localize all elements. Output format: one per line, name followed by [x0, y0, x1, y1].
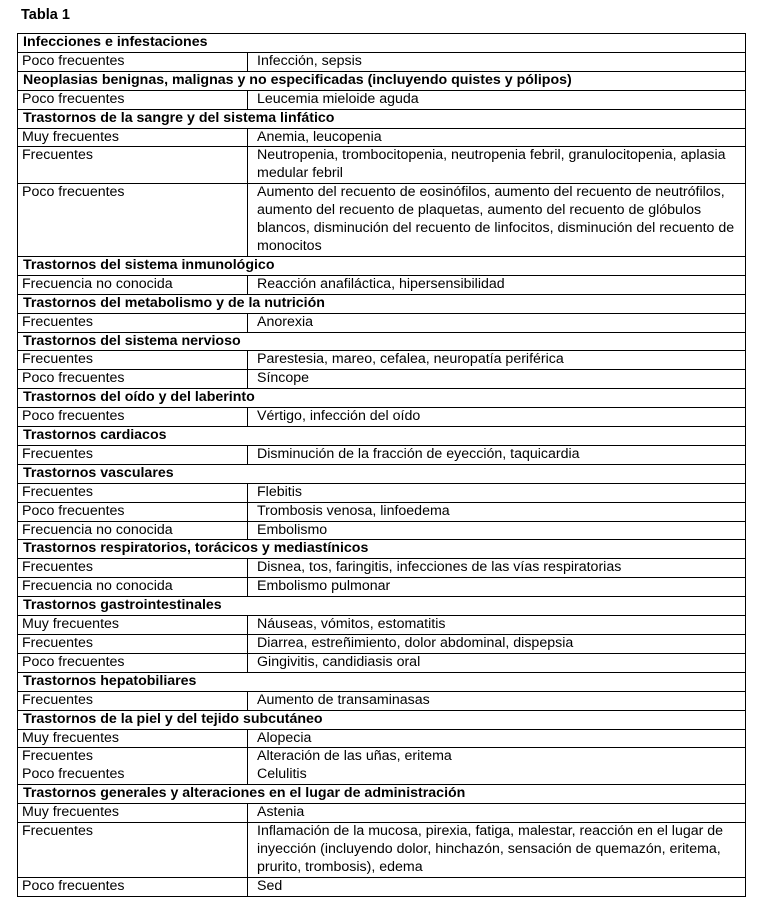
frequency-cell: Poco frecuentes	[18, 877, 248, 896]
adverse-effects-cell: Infección, sepsis	[248, 52, 746, 71]
adverse-effects-cell: Aumento de transaminasas	[248, 691, 746, 710]
frequency-cell: Muy frecuentes	[18, 729, 248, 748]
frequency-cell: Poco frecuentes	[18, 502, 248, 521]
section-heading: Trastornos del metabolismo y de la nutrición	[18, 294, 746, 313]
table-row	[18, 877, 746, 896]
table-row	[18, 691, 746, 710]
frequency-cell: Frecuentes	[18, 147, 248, 184]
section-heading: Trastornos del oído y del laberinto	[18, 389, 746, 408]
section-heading: Trastornos gastrointestinales	[18, 597, 746, 616]
section-heading: Trastornos del sistema nervioso	[18, 332, 746, 351]
table-row	[18, 52, 746, 71]
adverse-effects-cell: Sed	[248, 877, 746, 896]
section-header-row	[18, 389, 746, 408]
adverse-effects-cell: Síncope	[248, 370, 746, 389]
frequency-cell: Muy frecuentes	[18, 804, 248, 823]
section-header-row	[18, 294, 746, 313]
adverse-effects-cell: Flebitis	[248, 483, 746, 502]
frequency-cell: Frecuentes	[18, 559, 248, 578]
section-heading: Trastornos vasculares	[18, 464, 746, 483]
section-header-row	[18, 71, 746, 90]
table-row	[18, 521, 746, 540]
frequency-cell: Frecuentes	[18, 351, 248, 370]
table-row	[18, 147, 746, 184]
section-heading: Trastornos respiratorios, torácicos y mediastínicos	[18, 540, 746, 559]
section-header-row	[18, 785, 746, 804]
table-row	[18, 823, 746, 878]
table-row	[18, 90, 746, 109]
adverse-effects-cell: Náuseas, vómitos, estomatitis	[248, 616, 746, 635]
frequency-cell: Frecuencia no conocida	[18, 521, 248, 540]
table-row	[18, 729, 746, 748]
adverse-effects-cell: Diarrea, estreñimiento, dolor abdominal, dispepsia	[248, 635, 746, 654]
adverse-effects-cell: Alopecia	[248, 729, 746, 748]
section-header-row	[18, 672, 746, 691]
frequency-cell: Poco frecuentes	[18, 52, 248, 71]
table-title: Tabla 1	[21, 7, 70, 23]
adverse-effects-cell: Anorexia	[248, 313, 746, 332]
adverse-effects-cell: Parestesia, mareo, cefalea, neuropatía periférica	[248, 351, 746, 370]
section-header-row	[18, 109, 746, 128]
adverse-effects-cell: Inflamación de la mucosa, pirexia, fatiga, malestar, reacción en el lugar de inyección (incluyendo dolor, hinchazón, sensación de quemazón, eritema, prurito, trombosis), edema	[248, 823, 746, 878]
table-row	[18, 804, 746, 823]
table-row	[18, 184, 746, 257]
table-row	[18, 616, 746, 635]
section-heading: Trastornos del sistema inmunológico	[18, 256, 746, 275]
adverse-reactions-table	[17, 33, 746, 897]
adverse-effects-cell: Trombosis venosa, linfoedema	[248, 502, 746, 521]
frequency-cell: Frecuentes	[18, 313, 248, 332]
table-row	[18, 408, 746, 427]
section-header-row	[18, 256, 746, 275]
adverse-effects-cell: Reacción anafiláctica, hipersensibilidad	[248, 275, 746, 294]
frequency-cell: Muy frecuentes	[18, 616, 248, 635]
frequency-cell: Poco frecuentes	[18, 370, 248, 389]
section-heading: Neoplasias benignas, malignas y no especificadas (incluyendo quistes y pólipos)	[18, 71, 746, 90]
table-row	[18, 578, 746, 597]
section-header-row	[18, 597, 746, 616]
table-row	[18, 128, 746, 147]
frequency-cell: Frecuentes	[18, 483, 248, 502]
frequency-cell: Muy frecuentes	[18, 128, 248, 147]
section-heading: Trastornos de la piel y del tejido subcutáneo	[18, 710, 746, 729]
table-row	[18, 351, 746, 370]
table-row	[18, 635, 746, 654]
frequency-cell: Frecuentes	[18, 691, 248, 710]
frequency-cell: Frecuentes Poco frecuentes	[18, 748, 248, 785]
table-body	[18, 34, 746, 897]
adverse-effects-cell: Leucemia mieloide aguda	[248, 90, 746, 109]
table-row	[18, 483, 746, 502]
section-header-row	[18, 332, 746, 351]
frequency-cell: Poco frecuentes	[18, 184, 248, 257]
table-row	[18, 313, 746, 332]
adverse-effects-cell: Aumento del recuento de eosinófilos, aumento del recuento de neutrófilos, aumento del recuento de plaquetas, aumento del recuento de glóbulos blancos, disminución del recuento de linfocitos, disminución del recuento de monocitos	[248, 184, 746, 257]
section-header-row	[18, 427, 746, 446]
section-heading: Infecciones e infestaciones	[18, 34, 746, 53]
table-row	[18, 370, 746, 389]
frequency-cell: Poco frecuentes	[18, 653, 248, 672]
frequency-cell: Poco frecuentes	[18, 408, 248, 427]
adverse-effects-cell: Alteración de las uñas, eritema Celulitis	[248, 748, 746, 785]
section-heading: Trastornos cardiacos	[18, 427, 746, 446]
adverse-effects-cell: Gingivitis, candidiasis oral	[248, 653, 746, 672]
section-heading: Trastornos de la sangre y del sistema linfático	[18, 109, 746, 128]
adverse-effects-cell: Embolismo	[248, 521, 746, 540]
section-header-row	[18, 540, 746, 559]
section-heading: Trastornos hepatobiliares	[18, 672, 746, 691]
adverse-effects-cell: Vértigo, infección del oído	[248, 408, 746, 427]
frequency-cell: Frecuentes	[18, 635, 248, 654]
adverse-effects-cell: Anemia, leucopenia	[248, 128, 746, 147]
table-row	[18, 502, 746, 521]
adverse-effects-cell: Astenia	[248, 804, 746, 823]
table-row	[18, 275, 746, 294]
section-header-row	[18, 34, 746, 53]
section-header-row	[18, 464, 746, 483]
adverse-effects-cell: Neutropenia, trombocitopenia, neutropenia febril, granulocitopenia, aplasia medular febril	[248, 147, 746, 184]
frequency-cell: Frecuentes	[18, 823, 248, 878]
table-row	[18, 445, 746, 464]
frequency-cell: Frecuentes	[18, 445, 248, 464]
frequency-cell: Poco frecuentes	[18, 90, 248, 109]
frequency-cell: Frecuencia no conocida	[18, 275, 248, 294]
adverse-effects-cell: Embolismo pulmonar	[248, 578, 746, 597]
frequency-cell: Frecuencia no conocida	[18, 578, 248, 597]
adverse-effects-cell: Disminución de la fracción de eyección, taquicardia	[248, 445, 746, 464]
table-row	[18, 653, 746, 672]
section-header-row	[18, 710, 746, 729]
table-row	[18, 748, 746, 785]
adverse-effects-cell: Disnea, tos, faringitis, infecciones de las vías respiratorias	[248, 559, 746, 578]
section-heading: Trastornos generales y alteraciones en el lugar de administración	[18, 785, 746, 804]
table-row	[18, 559, 746, 578]
